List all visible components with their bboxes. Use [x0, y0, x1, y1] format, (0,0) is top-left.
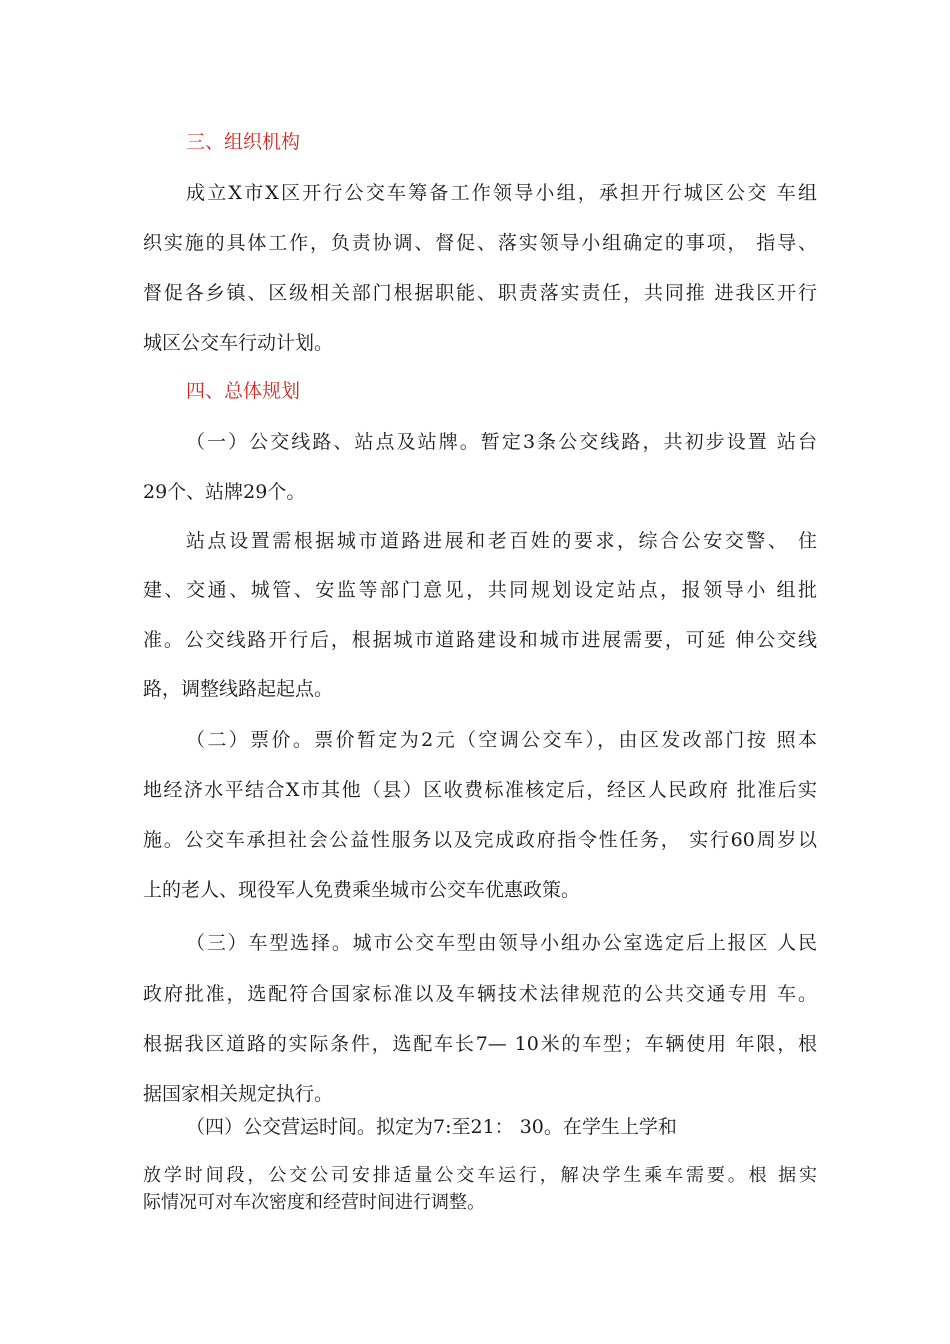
paragraph-line: 城区公交车行动计划。: [143, 332, 334, 354]
section-heading-overall-plan: 四、总体规划: [186, 380, 301, 402]
paragraph-line: 上的老人、现役军人免费乘坐城市公交车优惠政策。: [143, 879, 581, 901]
paragraph-line: 根据我区道路的实际条件，选配车长7— 10米的车型；车辆使用 年限，根: [143, 1033, 817, 1055]
paragraph-line: 29个、站牌29个。: [143, 481, 306, 503]
paragraph-line: 据国家相关规定执行。: [143, 1083, 334, 1105]
paragraph-line: 路，调整线路起起点。: [143, 678, 334, 700]
paragraph-line: 际情况可对车次密度和经营时间进行调整。: [143, 1192, 485, 1213]
paragraph-line: 放学时间段，公交公司安排适量公交车运行，解决学生乘车需要。根 据实: [143, 1165, 817, 1186]
paragraph-line: （一）公交线路、站点及站牌。暂定3条公交线路，共初步设置 站台: [186, 431, 817, 453]
paragraph-line: 准。公交线路开行后，根据城市道路建设和城市进展需要，可延 伸公交线: [143, 629, 817, 651]
paragraph-line: 地经济水平结合X市其他（县）区收费标准核定后，经区人民政府 批准后实: [143, 779, 817, 801]
paragraph-line: 成立X市X区开行公交车筹备工作领导小组，承担开行城区公交 车组: [186, 182, 817, 204]
paragraph-line: 建、交通、城管、安监等部门意见，共同规划设定站点，报领导小 组批: [143, 579, 817, 601]
paragraph-line: 政府批准，选配符合国家标准以及车辆技术法律规范的公共交通专用 车。: [143, 983, 817, 1005]
paragraph-line: 织实施的具体工作，负责协调、督促、落实领导小组确定的事项， 指导、: [143, 232, 817, 254]
paragraph-line: 施。公交车承担社会公益性服务以及完成政府指令性任务， 实行60周岁以: [143, 829, 817, 851]
paragraph-line: （二）票价。票价暂定为2元（空调公交车），由区发改部门按 照本: [186, 729, 817, 751]
paragraph-line: 督促各乡镇、区级相关部门根据职能、职责落实责任，共同推 进我区开行: [143, 282, 817, 304]
section-heading-organization: 三、组织机构: [186, 131, 301, 153]
paragraph-line: （四）公交营运时间。拟定为7:至21： 30。在学生上学和: [186, 1116, 677, 1138]
paragraph-line: 站点设置需根据城市道路进展和老百姓的要求，综合公安交警、 住: [186, 530, 817, 552]
paragraph-line: （三）车型选择。城市公交车型由领导小组办公室选定后上报区 人民: [186, 932, 817, 954]
